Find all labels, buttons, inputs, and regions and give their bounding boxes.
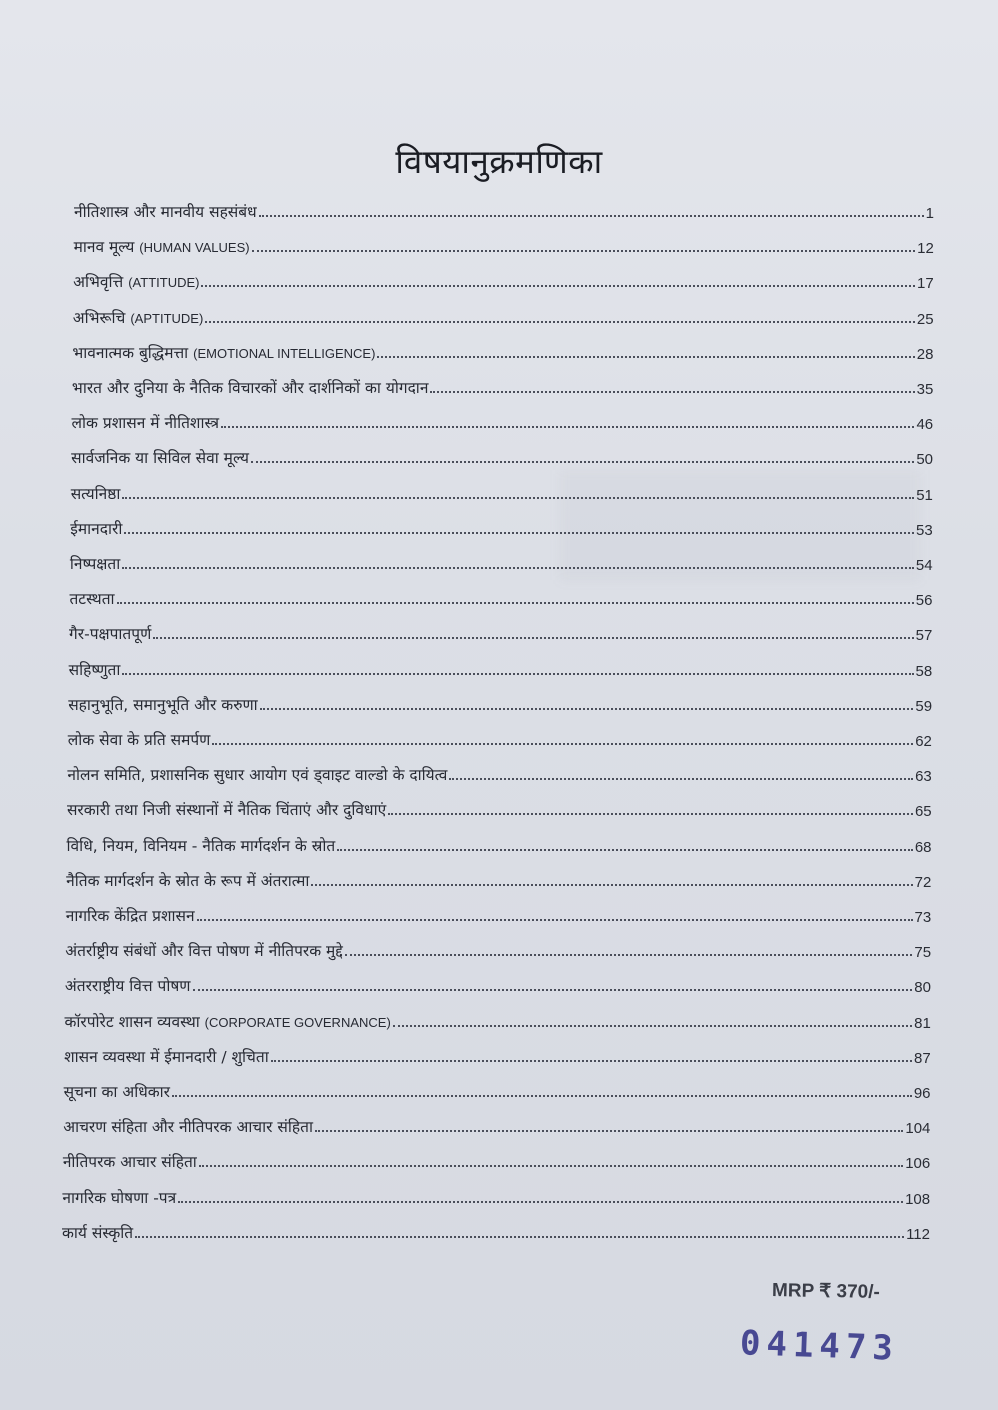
dot-leader (122, 567, 914, 569)
toc-entry-title (63, 1115, 313, 1137)
dot-leader (315, 1130, 903, 1132)
dot-leader (122, 497, 914, 499)
toc-entry (72, 407, 934, 433)
toc-entry-title-hindi: सूचना का अधिकार (63, 1083, 170, 1101)
toc-entry-title-hindi: लोक सेवा के प्रति समर्पण (67, 731, 211, 749)
toc-entry-title (62, 1221, 133, 1243)
toc-entry (63, 1111, 930, 1137)
toc-entry-title-english: (HUMAN VALUES) (139, 240, 250, 256)
toc-entry (62, 1217, 930, 1243)
toc-entry-title (66, 904, 195, 926)
toc-entry-title-hindi: नैतिक मार्गदर्शन के स्रोत के रूप में अंतरात्मा (66, 871, 310, 890)
toc-entry-page-number: 54 (915, 557, 933, 574)
toc-entry-title (72, 376, 429, 398)
toc-entry-title (72, 341, 375, 363)
toc-entry-title-hindi: अभिरूचि (72, 308, 126, 327)
dot-leader (117, 602, 914, 604)
dot-leader (124, 532, 914, 534)
toc-entry-title (68, 728, 211, 750)
toc-entry-title-hindi: सरकारी तथा निजी संस्थानों में नैतिक चिंताएं और दुविधाएं (66, 801, 387, 820)
toc-entry-page-number: 63 (915, 768, 932, 786)
toc-entry (72, 372, 933, 398)
toc-entry (64, 1006, 930, 1032)
toc-entry-page-number: 56 (915, 592, 933, 610)
dot-leader (377, 356, 914, 358)
toc-entry-title (64, 1080, 170, 1102)
toc-entry-title-hindi: अंतर्राष्ट्रीय संबंधों और वित्त पोषण में नीतिपरक मुद्दे (65, 942, 343, 961)
toc-entry-title-english: (ATTITUDE) (128, 275, 200, 291)
dot-leader (449, 778, 913, 780)
toc-entry (65, 970, 931, 996)
toc-entry (68, 724, 932, 750)
toc-entry-title-hindi: तटस्थता (69, 590, 115, 609)
toc-entry-page-number: 53 (916, 521, 933, 539)
toc-entry-page-number: 35 (916, 381, 934, 398)
toc-entry-page-number: 46 (916, 416, 934, 434)
toc-entry-page-number: 112 (906, 1225, 930, 1243)
toc-entry-title (70, 517, 122, 539)
toc-entry-title-hindi: ईमानदारी (70, 519, 123, 538)
toc-entry-title-hindi: नागरिक घोषणा -पत्र (62, 1188, 177, 1207)
toc-entry-title (64, 1010, 390, 1032)
toc-entry-title-english: (EMOTIONAL INTELLIGENCE) (193, 345, 376, 361)
toc-entry-title (66, 869, 309, 891)
dot-leader (172, 1095, 912, 1097)
dot-leader (178, 1201, 903, 1203)
toc-entry-page-number: 17 (917, 275, 934, 293)
toc-entry-title (74, 200, 257, 222)
toc-entry-title-hindi: सत्यनिष्ठा (70, 484, 121, 503)
toc-entry-title (65, 939, 343, 961)
toc-entry-page-number: 28 (916, 345, 934, 363)
toc-entry (62, 1182, 930, 1208)
dot-leader (252, 250, 916, 252)
toc-entry-page-number: 62 (915, 733, 932, 750)
page-title: विषयानुक्रमणिका (395, 142, 603, 181)
toc-entry-title-hindi: नागरिक केंद्रित प्रशासन (65, 907, 195, 925)
toc-entry-page-number: 81 (914, 1014, 931, 1032)
toc-entry-title-hindi: सार्वजनिक या सिविल सेवा मूल्य (71, 449, 250, 468)
dot-leader (260, 708, 914, 710)
toc-entry-page-number: 108 (905, 1190, 931, 1208)
serial-number-stamp: 041473 (739, 1323, 900, 1369)
toc-entry-title-english: (APTITUDE) (130, 310, 204, 326)
toc-entry-page-number: 96 (913, 1085, 931, 1102)
toc-entry-title (73, 306, 204, 328)
toc-entry-page-number: 65 (914, 803, 932, 821)
toc-entry (67, 830, 932, 856)
dot-leader (221, 426, 914, 428)
toc-entry (63, 1146, 930, 1172)
toc-entry-title-hindi: लोक प्रशासन में नीतिशास्त्र (71, 414, 220, 433)
dot-leader (345, 954, 913, 956)
toc-entry-title-english: (CORPORATE GOVERNANCE) (204, 1014, 391, 1030)
toc-entry-page-number: 59 (915, 697, 933, 715)
toc-entry-title (69, 622, 151, 644)
toc-entry-title-hindi: अंतरराष्ट्रीय वित्त पोषण (64, 977, 191, 996)
toc-entry-title-hindi: शासन व्यवस्था में ईमानदारी / शुचिता (64, 1047, 269, 1066)
dot-leader (388, 813, 913, 815)
toc-entry (64, 1041, 931, 1067)
toc-entry-title (74, 235, 250, 257)
toc-entry-title (69, 658, 121, 680)
dot-leader (135, 1236, 904, 1238)
toc-entry-page-number: 104 (905, 1120, 931, 1138)
toc-entry-title-hindi: भावनात्मक बुद्धिमत्ता (72, 343, 189, 362)
toc-entry-title-hindi: अभिवृत्ति (73, 273, 124, 292)
toc-entry (66, 865, 931, 891)
toc-entry-title-hindi: मानव मूल्य (73, 238, 135, 257)
dot-leader (201, 285, 915, 287)
toc-entry-title (70, 552, 120, 574)
toc-entry (64, 1076, 931, 1102)
toc-entry (70, 548, 933, 574)
toc-entry (71, 478, 933, 504)
dot-leader (197, 919, 913, 921)
toc-entry (66, 900, 932, 926)
toc-entry-title (63, 1150, 197, 1172)
toc-entry-title (72, 411, 220, 433)
toc-entry-title-hindi: विधि, नियम, विनियम - नैतिक मार्गदर्शन के स्रोत (66, 836, 336, 855)
toc-entry-page-number: 57 (915, 627, 933, 645)
toc-entry-title-hindi: नीतिपरक आचार संहिता (62, 1153, 197, 1172)
dot-leader (259, 215, 924, 217)
dot-leader (153, 637, 913, 639)
toc-entry-title-hindi: गैर-पक्षपातपूर्ण (69, 625, 152, 644)
toc-entry (72, 337, 933, 363)
dot-leader (212, 743, 913, 745)
dot-leader (199, 1165, 903, 1167)
toc-entry (69, 583, 932, 609)
toc-entry-page-number: 50 (916, 451, 934, 469)
toc-entry (70, 513, 932, 539)
toc-entry-title-hindi: भारत और दुनिया के नैतिक विचारकों और दार्शनिकों का योगदान (71, 379, 429, 397)
toc-entry-page-number: 1 (925, 205, 934, 222)
toc-entry (67, 759, 931, 785)
toc-entry (71, 442, 933, 468)
toc-entry-title (64, 1045, 269, 1067)
toc-entry-title-hindi: आचरण संहिता और नीतिपरक आचार संहिता (63, 1118, 313, 1137)
dot-leader (193, 989, 913, 991)
toc-entry-page-number: 75 (914, 944, 932, 962)
toc-entry (65, 935, 931, 961)
toc-entry (69, 618, 932, 644)
dot-leader (430, 391, 914, 393)
toc-entry-title-hindi: नोलन समिति, प्रशासनिक सुधार आयोग एवं ड्वाइट वाल्डो के दायित्व (67, 766, 448, 785)
toc-entry-title-hindi: कॉरपोरेट शासन व्यवस्था (64, 1012, 200, 1031)
toc-entry (74, 231, 934, 257)
dot-leader (251, 461, 914, 463)
toc-entry (73, 266, 934, 292)
toc-entry-page-number: 58 (915, 662, 933, 680)
toc-entry-title (68, 693, 257, 715)
toc-entry-title (67, 834, 336, 856)
toc-entry-title (71, 446, 249, 468)
toc-entry (69, 654, 933, 680)
toc-entry-title-hindi: कार्य संस्कृति (62, 1223, 134, 1242)
toc-entry-page-number: 87 (913, 1049, 931, 1067)
toc-entry-title (73, 270, 199, 292)
toc-entry-title (71, 482, 121, 504)
dot-leader (271, 1060, 912, 1062)
toc-entry-page-number: 80 (914, 979, 931, 997)
dot-leader (311, 884, 912, 886)
toc-entry (73, 302, 934, 328)
toc-entry-title-hindi: निष्पक्षता (69, 555, 121, 573)
toc-entry-title-hindi: सहिष्णुता (68, 660, 121, 679)
toc-entry-title (62, 1186, 176, 1208)
toc-entry-page-number: 68 (914, 838, 932, 856)
toc-entry (68, 689, 932, 715)
toc-entry-page-number: 25 (916, 310, 934, 328)
toc-entry-title (67, 798, 386, 820)
dot-leader (122, 673, 913, 675)
mrp-price-stamp: MRP ₹ 370/- (771, 1280, 881, 1303)
toc-entry-page-number: 106 (905, 1155, 931, 1173)
toc-entry-page-number: 73 (914, 909, 932, 926)
toc-entry-title (69, 587, 114, 609)
toc-entry-title (65, 974, 191, 996)
toc-entry (67, 794, 932, 820)
toc-entry-title-hindi: सहानुभूति, समानुभूति और करुणा (68, 695, 258, 714)
toc-entry-title-hindi: नीतिशास्त्र और मानवीय सहसंबंध (74, 203, 257, 221)
toc-entry-page-number: 12 (917, 240, 934, 258)
toc-entry (74, 196, 934, 222)
toc-entry-page-number: 72 (914, 873, 932, 891)
dot-leader (337, 849, 913, 851)
toc-entry-title (67, 763, 447, 785)
toc-entry-page-number: 51 (916, 486, 933, 504)
dot-leader (393, 1025, 912, 1027)
dot-leader (205, 321, 915, 323)
